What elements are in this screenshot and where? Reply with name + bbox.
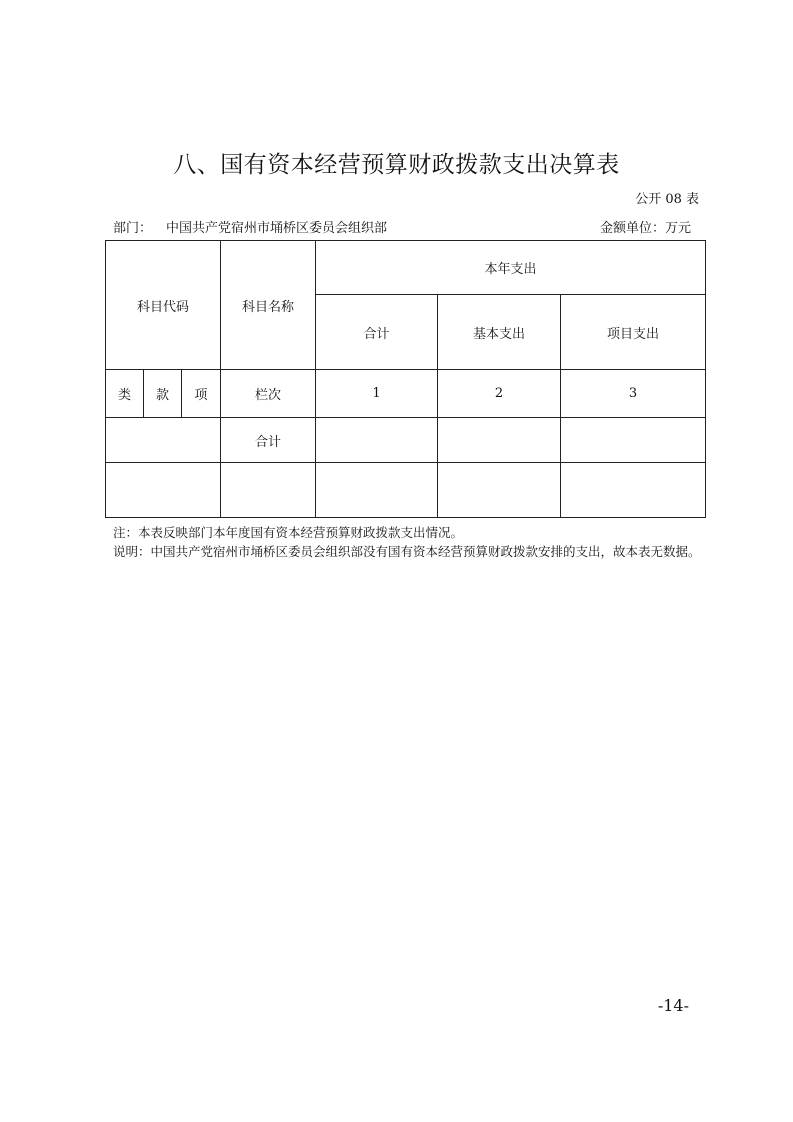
page-title: 八、国有资本经营预算财政拨款支出决算表 bbox=[173, 152, 620, 178]
subheader-kuan: 款 bbox=[144, 370, 182, 418]
page-number: -14- bbox=[657, 996, 689, 1015]
empty-row-basic-cell bbox=[438, 463, 561, 518]
header-basic-expenditure: 基本支出 bbox=[438, 295, 561, 370]
department-name: 中国共产党宿州市埇桥区委员会组织部 bbox=[166, 221, 388, 236]
note-text: 注：本表反映部门本年度国有资本经营预算财政拨款支出情况。 bbox=[113, 525, 464, 540]
empty-row-project-cell bbox=[561, 463, 706, 518]
header-project-expenditure: 项目支出 bbox=[561, 295, 706, 370]
expenditure-table bbox=[105, 240, 706, 518]
amount-unit: 金额单位：万元 bbox=[599, 221, 691, 236]
department-line bbox=[113, 217, 387, 236]
department-label: 部门： bbox=[113, 221, 153, 236]
notes-block bbox=[113, 523, 703, 561]
header-current-year-expenditure: 本年支出 bbox=[316, 241, 706, 295]
total-row-total-cell bbox=[316, 418, 438, 463]
empty-row-code-cell bbox=[106, 463, 221, 518]
explanation-text: 说明：中国共产党宿州市埇桥区委员会组织部没有国有资本经营预算财政拨款安排的支出，故本表无数据。 bbox=[113, 544, 701, 559]
empty-row-total-cell bbox=[316, 463, 438, 518]
header-subject-name: 科目名称 bbox=[221, 241, 316, 370]
header-subject-code: 科目代码 bbox=[106, 241, 221, 370]
row-index-3: 3 bbox=[561, 370, 706, 418]
row-index-2: 2 bbox=[438, 370, 561, 418]
row-index-label: 栏次 bbox=[221, 370, 316, 418]
form-number: 公开 08 表 bbox=[635, 192, 699, 207]
total-row-project-cell bbox=[561, 418, 706, 463]
total-row-code-cell bbox=[106, 418, 221, 463]
total-row-label: 合计 bbox=[221, 418, 316, 463]
subheader-lei: 类 bbox=[106, 370, 144, 418]
total-row-basic-cell bbox=[438, 418, 561, 463]
header-total: 合计 bbox=[316, 295, 438, 370]
subheader-xiang: 项 bbox=[182, 370, 221, 418]
empty-row-name-cell bbox=[221, 463, 316, 518]
row-index-1: 1 bbox=[316, 370, 438, 418]
